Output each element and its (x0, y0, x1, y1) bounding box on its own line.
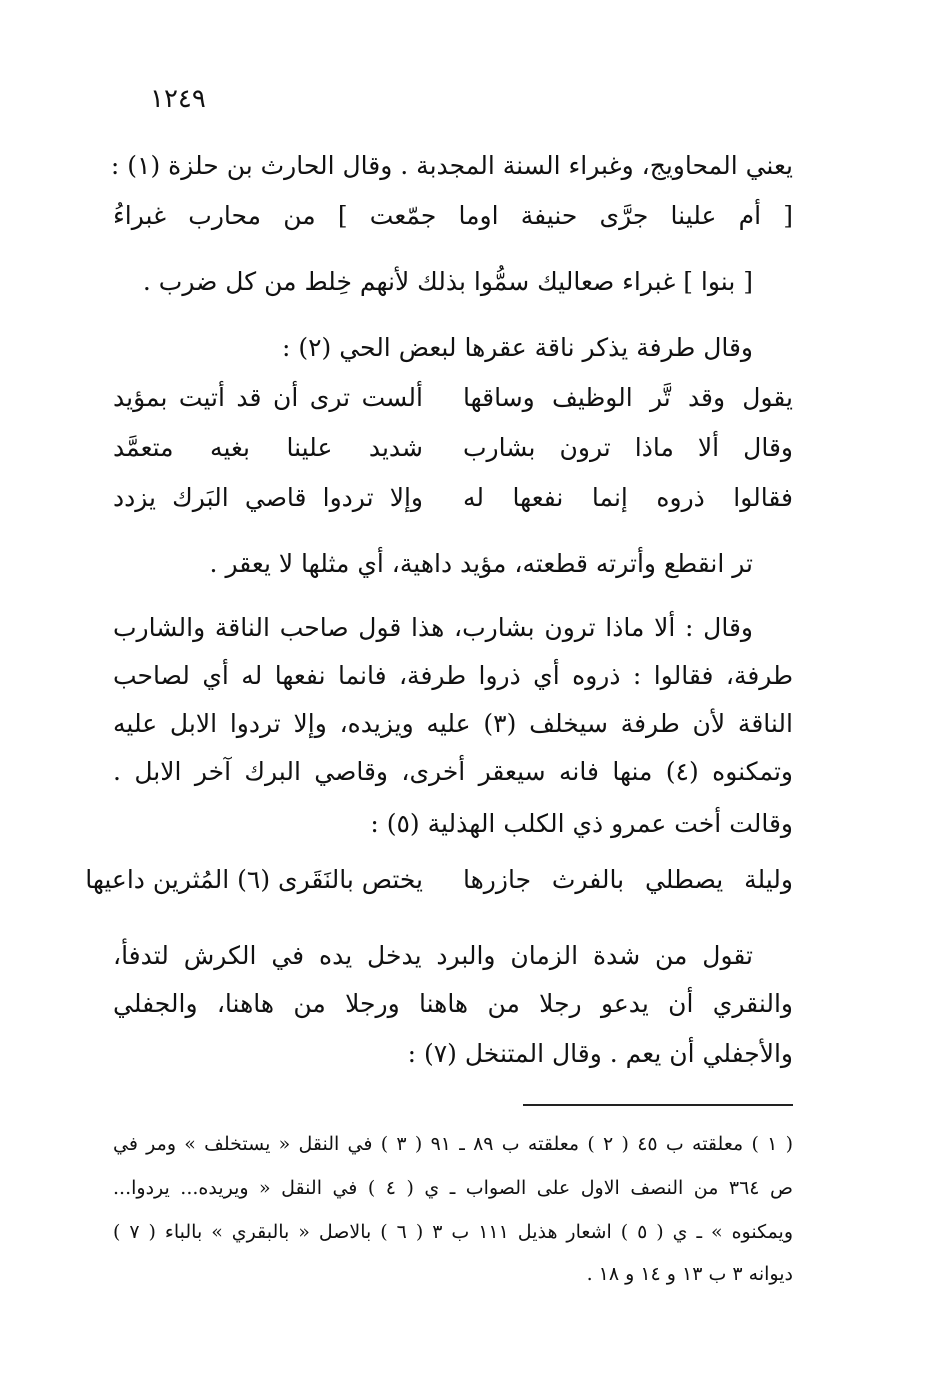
verse-hemistich-second: يختص بالنَقَرى (٦) المُثرين داعيها (85, 865, 423, 894)
text-line: وقالت أخت عمرو ذي الكلب الهذلية (٥) : (370, 809, 793, 838)
verse-hemistich-second: وإلا تردوا قاصي البَرك يزدد (113, 483, 423, 512)
verse-hemistich-second: ألست ترى أن قد أتيت بمؤيد (113, 383, 423, 412)
verse-line: [ أم علينا جرَّى حنيفة اوما جمّعت ] من محارب غبراءُ (113, 201, 793, 230)
text-line: وقال : ألا ماذا ترون بشارب، هذا قول صاحب الناقة والشارب (113, 613, 753, 642)
text-line: طرفة، فقالوا : ذروه أي ذروا طرفة، فانما نفعها له أي لصاحب (113, 661, 793, 690)
footnote-line: ( ١ ) معلقته ب ٤٥ ( ٢ ) معلقته ب ٨٩ ـ ٩١ ( ٣ ) في النقل « يستخلف » ومر في (113, 1133, 794, 1155)
text-line: تقول من شدة الزمان والبرد يدخل يده في الكرش لتدفأ، (113, 941, 753, 970)
text-line: تر انقطع وأترته قطعته، مؤيد داهية، أي مثلها لا يعقر . (209, 549, 753, 578)
text-line: والنقري أن يدعو رجلا من هاهنا ورجلا من هاهنا، والجفلي (113, 989, 793, 1018)
footnote-line: ويمكنوه » ـ ي ( ٥ ) اشعار هذيل ١١١ ب ٣ ( ٦ ) بالاصل « بالبقري » بالباء ( ٧ ) (113, 1221, 794, 1243)
verse-hemistich-first: وقال ألا ماذا ترون بشارب (463, 433, 793, 462)
text-line: الناقة لأن طرفة سيخلف (٣) عليه ويزيده، وإلا تردوا الابل عليه (113, 709, 793, 738)
footnote-divider (523, 1104, 793, 1106)
text-line: وتمكنوه (٤) منها فانه سيعقر أخرى، وقاصي البرك آخر الابل . (113, 757, 793, 786)
verse-hemistich-first: فقالوا ذروه إنما نفعها له (463, 483, 793, 512)
text-line: [ بنوا ] غبراء صعاليك سمُّوا بذلك لأنهم خِلط من كل ضرب . (142, 267, 753, 296)
footnote-line: ص ٣٦٤ من النصف الاول على الصواب ـ ي ( ٤ ) في النقل « ويريده... يردوا... (113, 1177, 793, 1199)
verse-line (113, 430, 793, 466)
verse-hemistich-first: وليلة يصطلي بالفرث جازرها (463, 865, 793, 894)
verse-line (113, 480, 793, 516)
text-line: والأجفلي أن يعم . وقال المتنخل (٧) : (407, 1039, 793, 1068)
text-line: وقال طرفة يذكر ناقة عقرها لبعض الحي (٢) : (281, 333, 753, 362)
text-line: يعني المحاويج، وغبراء السنة المجدبة . وقال الحارث بن حلزة (١) : (110, 151, 793, 180)
verse-hemistich-second: شديد علينا بغيه متعمَّد (113, 433, 423, 462)
verse-hemistich-first: يقول وقد تَّر الوظيف وساقها (463, 383, 793, 412)
verse-line (113, 380, 793, 416)
footnote-line: ديوانه ٣ ب ١٣ و ١٤ و ١٨ . (586, 1263, 793, 1285)
page-number: ١٢٤٩ (150, 84, 206, 114)
verse-line (85, 862, 793, 898)
